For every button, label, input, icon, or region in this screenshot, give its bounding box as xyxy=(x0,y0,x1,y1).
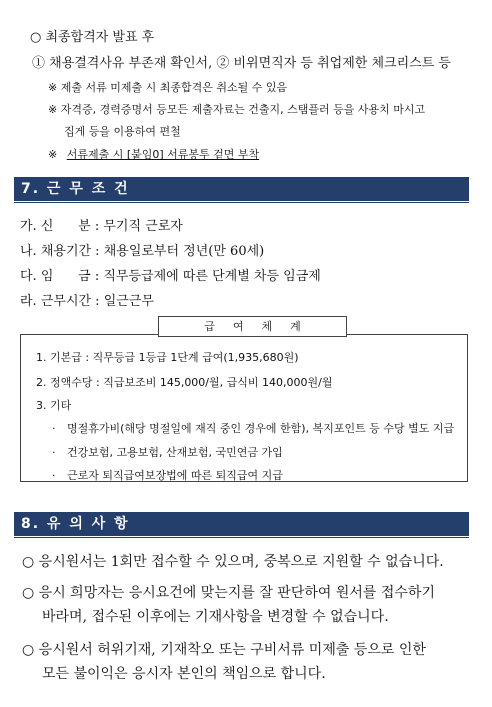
pay-other: 3. 기타 xyxy=(36,399,72,412)
final-announcement-heading: ○ 최종합격자 발표 후 xyxy=(30,30,155,45)
pay-bullet-item xyxy=(52,467,283,483)
pay-allowance: 2. 정액수당 : 직급보조비 145,000/월, 급식비 140,000원/월 xyxy=(36,376,333,389)
condition-row-status: 가. 신 분 : 무기직 근로자 xyxy=(20,219,183,234)
pay-bullet-item xyxy=(52,444,283,460)
notice-item-continued: 모든 불이익은 응시자 본인의 책임으로 합니다. xyxy=(42,666,326,682)
notice-item: ○ 응시원서는 1회만 접수할 수 있으며, 중복으로 지원할 수 없습니다. xyxy=(22,554,444,570)
required-documents-line: ① 채용결격사유 부존재 확인서, ② 비위면직자 등 취업제한 체크리스트 등 xyxy=(32,56,451,71)
condition-row-hours: 라. 근무시간 : 일근근무 xyxy=(20,294,154,309)
bullet-dot: · xyxy=(52,469,56,482)
notice-item-continued: 바라며, 접수된 이후에는 기재사항을 변경할 수 없습니다. xyxy=(42,609,389,625)
section7-title: 7. 근 무 조 건 xyxy=(14,177,469,201)
note-binding-a: ※ 자격증, 경력증명서 등모든 제출자료는 건출지, 스탬플러 등을 사용치 마시고 xyxy=(48,103,426,116)
bullet-dot: · xyxy=(52,422,56,435)
section8-title: 8. 유 의 사 항 xyxy=(14,512,469,536)
pay-system-tab: 급여체계 xyxy=(158,316,347,337)
condition-row-wage: 다. 임 금 : 직무등급제에 따른 단계별 차등 임금제 xyxy=(20,269,321,284)
condition-row-period: 나. 채용기간 : 채용일로부터 정년(만 60세) xyxy=(20,244,265,259)
note-envelope xyxy=(48,146,259,162)
notice-item: ○ 응시 희망자는 응시요건에 맞는지를 잘 판단하여 원서를 접수하기 xyxy=(22,585,435,601)
notice-item: ○ 응시원서 허위기재, 기재착오 또는 구비서류 미제출 등으로 인한 xyxy=(22,642,426,658)
note-binding-b: 집게 등을 이용하여 편철 xyxy=(64,125,181,138)
note-mark: ※ xyxy=(48,148,58,161)
bullet-dot: · xyxy=(52,446,56,459)
pay-base-salary: 1. 기본급 : 직무등급 1등급 1단계 급여(1,935,680원) xyxy=(36,351,299,364)
bullet-text: 명절휴가비(해당 명절일에 재직 중인 경우에 한함), 복지포인트 등 수당 별도 지급 xyxy=(67,422,455,435)
note-cancellation: ※ 제출 서류 미제출 시 최종합격은 취소될 수 있음 xyxy=(48,81,288,94)
bullet-text: 건강보험, 고용보험, 산재보험, 국민연금 가입 xyxy=(67,446,283,459)
note-envelope-text: 서류제출 시 [붙임0] 서류봉투 겉면 부착 xyxy=(66,148,260,161)
bullet-text: 근로자 퇴직급여보장법에 따른 퇴직급여 지급 xyxy=(67,469,283,482)
pay-bullet-item xyxy=(52,420,454,436)
